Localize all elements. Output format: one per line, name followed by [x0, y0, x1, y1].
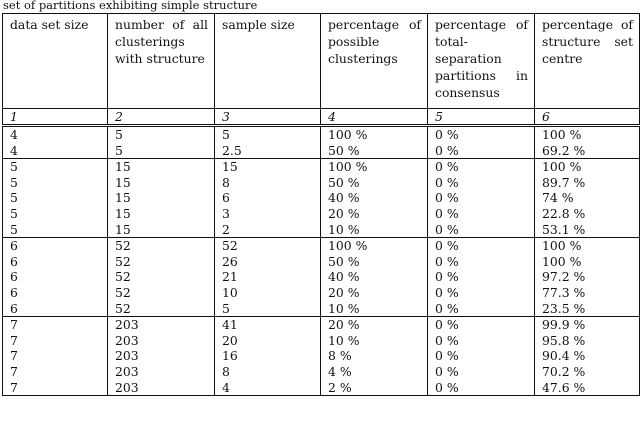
table-cell: 10 % [321, 222, 428, 238]
row-group [3, 238, 640, 317]
table-cell: 97.2 % [535, 269, 640, 285]
table-cell: 6 [215, 190, 321, 206]
table-row [3, 126, 640, 143]
table-cell: 8 [215, 364, 321, 380]
table-cell: 0 % [428, 175, 535, 191]
table-cell: 4 [3, 126, 108, 143]
table-cell: 6 [3, 269, 108, 285]
table-cell: 0 % [428, 222, 535, 238]
table-cell: 16 [215, 348, 321, 364]
table-cell: 52 [108, 254, 215, 270]
column-header-sample-size: sample size [215, 14, 321, 109]
row-group [3, 159, 640, 238]
table-cell: 52 [108, 269, 215, 285]
table-cell: 0 % [428, 269, 535, 285]
table-row [3, 348, 640, 364]
header-row [3, 14, 640, 109]
row-group [3, 126, 640, 159]
table-cell: 0 % [428, 238, 535, 254]
table-cell: 5 [108, 143, 215, 159]
table-cell: 21 [215, 269, 321, 285]
table-row [3, 301, 640, 317]
table-row [3, 333, 640, 349]
table-row [3, 190, 640, 206]
table-cell: 99.9 % [535, 317, 640, 333]
table-cell: 10 [215, 285, 321, 301]
table-cell: 40 % [321, 190, 428, 206]
table-cell: 90.4 % [535, 348, 640, 364]
table-cell: 0 % [428, 285, 535, 301]
table-cell: 52 [108, 238, 215, 254]
table-cell: 2 [215, 222, 321, 238]
table-cell: 70.2 % [535, 364, 640, 380]
table-cell: 22.8 % [535, 206, 640, 222]
table-cell: 52 [108, 285, 215, 301]
table-cell: 4 [215, 380, 321, 396]
table-cell: 203 [108, 333, 215, 349]
table-cell: 203 [108, 364, 215, 380]
table-cell: 41 [215, 317, 321, 333]
column-header-percentage-total-separation: percentage of total-separation partitions in consensus [428, 14, 535, 109]
table-cell: 50 % [321, 143, 428, 159]
table-cell: 15 [108, 159, 215, 175]
table-cell: 89.7 % [535, 175, 640, 191]
table-cell: 4 [3, 143, 108, 159]
table-cell: 7 [3, 380, 108, 396]
table-cell: 100 % [535, 254, 640, 270]
table-cell: 0 % [428, 254, 535, 270]
table-row [3, 222, 640, 238]
table-cell: 26 [215, 254, 321, 270]
table-cell: 6 [3, 238, 108, 254]
table-cell: 15 [108, 206, 215, 222]
table-cell: 100 % [535, 238, 640, 254]
table-cell: 52 [108, 301, 215, 317]
table-cell: 7 [3, 333, 108, 349]
table-row [3, 380, 640, 396]
table-cell: 47.6 % [535, 380, 640, 396]
table-row [3, 206, 640, 222]
table-cell: 8 % [321, 348, 428, 364]
table-cell: 40 % [321, 269, 428, 285]
column-number: 3 [215, 109, 321, 126]
table-cell: 8 [215, 175, 321, 191]
table-cell: 5 [215, 301, 321, 317]
table-row [3, 364, 640, 380]
column-number-row [3, 109, 640, 126]
table-cell: 5 [3, 222, 108, 238]
column-header-percentage-centre: percentage of structure set centre [535, 14, 640, 109]
table-row [3, 143, 640, 159]
table-cell: 4 % [321, 364, 428, 380]
table-cell: 5 [3, 175, 108, 191]
table-cell: 100 % [321, 238, 428, 254]
table-cell: 74 % [535, 190, 640, 206]
table-cell: 7 [3, 348, 108, 364]
table-cell: 20 % [321, 206, 428, 222]
table-cell: 203 [108, 348, 215, 364]
table-cell: 5 [3, 190, 108, 206]
table-cell: 100 % [321, 159, 428, 175]
column-number: 4 [321, 109, 428, 126]
column-header-data-set-size: data set size [3, 14, 108, 109]
table-cell: 15 [108, 190, 215, 206]
table-cell: 23.5 % [535, 301, 640, 317]
table-cell: 15 [108, 175, 215, 191]
table-row [3, 269, 640, 285]
column-number: 6 [535, 109, 640, 126]
table-cell: 203 [108, 317, 215, 333]
table-cell: 15 [108, 222, 215, 238]
table-cell: 0 % [428, 380, 535, 396]
column-number: 2 [108, 109, 215, 126]
table-cell: 20 % [321, 317, 428, 333]
table-cell: 100 % [535, 126, 640, 143]
table-cell: 203 [108, 380, 215, 396]
table-cell: 100 % [321, 126, 428, 143]
table-caption: set of partitions exhibiting simple structure [3, 0, 258, 12]
table-cell: 20 % [321, 285, 428, 301]
table-cell: 2.5 [215, 143, 321, 159]
column-number: 1 [3, 109, 108, 126]
table-cell: 0 % [428, 159, 535, 175]
table-cell: 52 [215, 238, 321, 254]
table-cell: 3 [215, 206, 321, 222]
table-cell: 0 % [428, 348, 535, 364]
table-row [3, 254, 640, 270]
column-number: 5 [428, 109, 535, 126]
table-row [3, 238, 640, 254]
table-row [3, 175, 640, 191]
table-cell: 0 % [428, 190, 535, 206]
table-cell: 53.1 % [535, 222, 640, 238]
table-cell: 15 [215, 159, 321, 175]
table-cell: 6 [3, 285, 108, 301]
table-cell: 20 [215, 333, 321, 349]
table-row [3, 285, 640, 301]
table-cell: 50 % [321, 254, 428, 270]
table-row [3, 159, 640, 175]
table-cell: 5 [3, 159, 108, 175]
table-cell: 6 [3, 254, 108, 270]
table-cell: 7 [3, 364, 108, 380]
table-cell: 0 % [428, 143, 535, 159]
table-cell: 10 % [321, 301, 428, 317]
column-header-number-of-clusterings: number of all clusterings with structure [108, 14, 215, 109]
table-cell: 6 [3, 301, 108, 317]
table-cell: 0 % [428, 301, 535, 317]
table-cell: 10 % [321, 333, 428, 349]
table-cell: 95.8 % [535, 333, 640, 349]
table-cell: 0 % [428, 206, 535, 222]
table-row [3, 317, 640, 333]
table-cell: 0 % [428, 333, 535, 349]
table-cell: 69.2 % [535, 143, 640, 159]
column-header-percentage-possible: percentage of possible clusterings [321, 14, 428, 109]
results-table [2, 13, 640, 396]
table-cell: 77.3 % [535, 285, 640, 301]
table-cell: 0 % [428, 126, 535, 143]
table-cell: 2 % [321, 380, 428, 396]
table-cell: 100 % [535, 159, 640, 175]
table-cell: 0 % [428, 364, 535, 380]
table-cell: 5 [215, 126, 321, 143]
row-group [3, 317, 640, 396]
table-cell: 5 [108, 126, 215, 143]
table-cell: 0 % [428, 317, 535, 333]
table-cell: 7 [3, 317, 108, 333]
table-cell: 50 % [321, 175, 428, 191]
table-cell: 5 [3, 206, 108, 222]
